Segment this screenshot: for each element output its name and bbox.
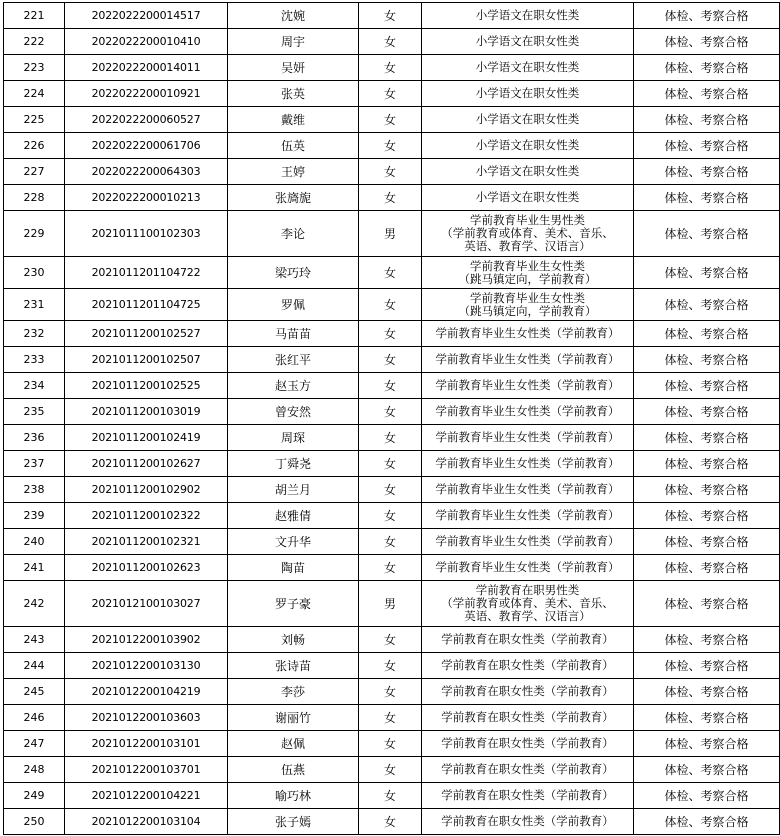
cell-number: 250: [4, 809, 65, 835]
table-row: [4, 451, 780, 477]
cell-result: 体检、考察合格: [634, 451, 780, 477]
cell-name: 罗子豪: [228, 581, 359, 627]
cell-number: 247: [4, 731, 65, 757]
cell-result: 体检、考察合格: [634, 529, 780, 555]
table-row: [4, 529, 780, 555]
cell-result: 体检、考察合格: [634, 399, 780, 425]
category-line: 英语、教育学、汉语言）: [464, 239, 591, 253]
cell-result: 体检、考察合格: [634, 373, 780, 399]
cell-category: [422, 581, 634, 627]
cell-category: [422, 257, 634, 289]
category-line: 学前教育毕业生男性类: [470, 213, 585, 227]
cell-name: 伍燕: [228, 757, 359, 783]
cell-exam-id: 2021011201104722: [65, 257, 228, 289]
cell-sex: 女: [359, 257, 422, 289]
cell-category: [422, 211, 634, 257]
category-line: 学前教育毕业生女性类（学前教育）: [435, 560, 620, 574]
cell-result: 体检、考察合格: [634, 211, 780, 257]
cell-exam-id: 2021011200103019: [65, 399, 228, 425]
cell-category: [422, 81, 634, 107]
cell-number: 230: [4, 257, 65, 289]
cell-category: [422, 29, 634, 55]
category-line: 学前教育毕业生女性类: [470, 290, 585, 305]
cell-result: 体检、考察合格: [634, 3, 780, 29]
category-line: 学前教育毕业生女性类（学前教育）: [435, 430, 620, 444]
cell-exam-id: 2022022200064303: [65, 159, 228, 185]
cell-sex: 女: [359, 399, 422, 425]
cell-result: 体检、考察合格: [634, 809, 780, 835]
table-row: [4, 627, 780, 653]
cell-result: 体检、考察合格: [634, 133, 780, 159]
cell-result: 体检、考察合格: [634, 159, 780, 185]
cell-exam-id: 2021011200102322: [65, 503, 228, 529]
cell-result: 体检、考察合格: [634, 257, 780, 289]
cell-result: 体检、考察合格: [634, 757, 780, 783]
category-line: 学前教育毕业生女性类（学前教育）: [435, 508, 620, 522]
table-row: [4, 81, 780, 107]
cell-name: 陶苗: [228, 555, 359, 581]
cell-number: 221: [4, 3, 65, 29]
cell-sex: 女: [359, 731, 422, 757]
category-line: 学前教育在职女性类（学前教育）: [441, 762, 614, 776]
cell-result: 体检、考察合格: [634, 627, 780, 653]
category-line: 学前教育毕业生女性类（学前教育）: [435, 404, 620, 418]
category-line: 学前教育在职女性类（学前教育）: [441, 788, 614, 802]
cell-category: [422, 55, 634, 81]
cell-exam-id: 2021012200103101: [65, 731, 228, 757]
cell-exam-id: 2021011200102525: [65, 373, 228, 399]
cell-sex: 女: [359, 289, 422, 321]
table-row: [4, 783, 780, 809]
cell-result: 体检、考察合格: [634, 347, 780, 373]
cell-exam-id: 2022022200010410: [65, 29, 228, 55]
cell-number: 229: [4, 211, 65, 257]
cell-number: 243: [4, 627, 65, 653]
cell-sex: 女: [359, 783, 422, 809]
cell-result: 体检、考察合格: [634, 653, 780, 679]
cell-name: 张英: [228, 81, 359, 107]
cell-number: 248: [4, 757, 65, 783]
cell-number: 232: [4, 321, 65, 347]
cell-sex: 男: [359, 211, 422, 257]
cell-sex: 女: [359, 425, 422, 451]
cell-category: [422, 731, 634, 757]
cell-number: 242: [4, 581, 65, 627]
cell-exam-id: 2021011200102527: [65, 321, 228, 347]
table-row: [4, 133, 780, 159]
cell-name: 张子嫣: [228, 809, 359, 835]
cell-name: 谢丽竹: [228, 705, 359, 731]
cell-exam-id: 2021012200104219: [65, 679, 228, 705]
cell-category: [422, 185, 634, 211]
cell-exam-id: 2022022200010921: [65, 81, 228, 107]
cell-number: 241: [4, 555, 65, 581]
category-line: 小学语文在职女性类: [475, 60, 580, 74]
cell-sex: 女: [359, 477, 422, 503]
cell-exam-id: 2021012200103701: [65, 757, 228, 783]
cell-number: 246: [4, 705, 65, 731]
cell-sex: 女: [359, 133, 422, 159]
cell-sex: 女: [359, 55, 422, 81]
category-line: 学前教育毕业生女性类（学前教育）: [435, 378, 620, 392]
cell-number: 239: [4, 503, 65, 529]
cell-sex: 女: [359, 757, 422, 783]
cell-name: 文升华: [228, 529, 359, 555]
cell-category: [422, 809, 634, 835]
cell-result: 体检、考察合格: [634, 731, 780, 757]
cell-result: 体检、考察合格: [634, 107, 780, 133]
cell-name: 伍英: [228, 133, 359, 159]
cell-result: 体检、考察合格: [634, 581, 780, 627]
table-body: [4, 3, 780, 835]
cell-result: 体检、考察合格: [634, 289, 780, 321]
table-row: [4, 3, 780, 29]
cell-result: 体检、考察合格: [634, 555, 780, 581]
cell-name: 赵玉方: [228, 373, 359, 399]
cell-sex: 女: [359, 653, 422, 679]
category-line: 英语、教育学、汉语言）: [464, 609, 591, 623]
cell-exam-id: 2022022200060527: [65, 107, 228, 133]
cell-exam-id: 2021012200104221: [65, 783, 228, 809]
cell-name: 王婷: [228, 159, 359, 185]
table-row: [4, 581, 780, 627]
table-row: [4, 321, 780, 347]
category-line: 学前教育在职女性类（学前教育）: [441, 736, 614, 750]
cell-number: 249: [4, 783, 65, 809]
category-line: 学前教育在职女性类（学前教育）: [441, 684, 614, 698]
category-line: 学前教育毕业生女性类（学前教育）: [435, 534, 620, 548]
category-line: 学前教育毕业生女性类（学前教育）: [435, 352, 620, 366]
category-line: 学前教育毕业生女性类（学前教育）: [435, 482, 620, 496]
table-row: [4, 679, 780, 705]
table-row: [4, 347, 780, 373]
table-row: [4, 159, 780, 185]
cell-sex: 女: [359, 107, 422, 133]
category-line: （跳马镇定向，学前教育）: [458, 303, 597, 318]
table-row: [4, 555, 780, 581]
cell-name: 周宇: [228, 29, 359, 55]
cell-exam-id: 2021011200102902: [65, 477, 228, 503]
cell-sex: 女: [359, 451, 422, 477]
cell-result: 体检、考察合格: [634, 679, 780, 705]
cell-name: 李论: [228, 211, 359, 257]
cell-result: 体检、考察合格: [634, 705, 780, 731]
cell-category: [422, 783, 634, 809]
cell-sex: 男: [359, 581, 422, 627]
table-row: [4, 185, 780, 211]
cell-exam-id: 2021012100103027: [65, 581, 228, 627]
cell-sex: 女: [359, 29, 422, 55]
cell-number: 223: [4, 55, 65, 81]
cell-category: [422, 289, 634, 321]
cell-result: 体检、考察合格: [634, 321, 780, 347]
cell-category: [422, 373, 634, 399]
table-row: [4, 757, 780, 783]
cell-exam-id: 2021012200103104: [65, 809, 228, 835]
table-row: [4, 55, 780, 81]
cell-category: [422, 451, 634, 477]
cell-category: [422, 133, 634, 159]
category-line: 学前教育在职女性类（学前教育）: [441, 710, 614, 724]
cell-exam-id: 2022022200014011: [65, 55, 228, 81]
table-row: [4, 107, 780, 133]
cell-exam-id: 2022022200061706: [65, 133, 228, 159]
table-row: [4, 257, 780, 289]
cell-name: 曾安然: [228, 399, 359, 425]
table-row: [4, 425, 780, 451]
category-line: 学前教育毕业生女性类（学前教育）: [435, 326, 620, 340]
category-line: 小学语文在职女性类: [475, 8, 580, 22]
cell-name: 张诗苗: [228, 653, 359, 679]
cell-category: [422, 627, 634, 653]
cell-name: 戴维: [228, 107, 359, 133]
cell-exam-id: 2021011200102507: [65, 347, 228, 373]
cell-exam-id: 2021011200102321: [65, 529, 228, 555]
category-line: 学前教育在职女性类（学前教育）: [441, 658, 614, 672]
cell-number: 237: [4, 451, 65, 477]
cell-name: 梁巧玲: [228, 257, 359, 289]
cell-number: 227: [4, 159, 65, 185]
category-line: （学前教育或体育、美术、音乐、: [441, 226, 614, 240]
cell-sex: 女: [359, 159, 422, 185]
table-row: [4, 29, 780, 55]
cell-sex: 女: [359, 321, 422, 347]
cell-number: 226: [4, 133, 65, 159]
cell-exam-id: 2021012200103902: [65, 627, 228, 653]
cell-category: [422, 705, 634, 731]
table-row: [4, 731, 780, 757]
category-line: 学前教育在职男性类: [475, 583, 580, 597]
cell-sex: 女: [359, 555, 422, 581]
cell-number: 233: [4, 347, 65, 373]
cell-number: 234: [4, 373, 65, 399]
cell-name: 张旖旎: [228, 185, 359, 211]
cell-sex: 女: [359, 503, 422, 529]
cell-category: [422, 653, 634, 679]
cell-exam-id: 2021011200102623: [65, 555, 228, 581]
cell-category: [422, 477, 634, 503]
cell-category: [422, 425, 634, 451]
table-row: [4, 373, 780, 399]
cell-number: 224: [4, 81, 65, 107]
table-row: [4, 503, 780, 529]
cell-number: 235: [4, 399, 65, 425]
cell-category: [422, 347, 634, 373]
cell-name: 丁舜尧: [228, 451, 359, 477]
cell-category: [422, 555, 634, 581]
cell-number: 228: [4, 185, 65, 211]
cell-number: 231: [4, 289, 65, 321]
cell-sex: 女: [359, 679, 422, 705]
cell-exam-id: 2022022200010213: [65, 185, 228, 211]
table-row: [4, 211, 780, 257]
cell-exam-id: 2021012200103130: [65, 653, 228, 679]
cell-number: 225: [4, 107, 65, 133]
cell-exam-id: 2022022200014517: [65, 3, 228, 29]
cell-category: [422, 159, 634, 185]
cell-number: 245: [4, 679, 65, 705]
cell-name: 马苗苗: [228, 321, 359, 347]
cell-result: 体检、考察合格: [634, 185, 780, 211]
cell-name: 刘畅: [228, 627, 359, 653]
cell-name: 李莎: [228, 679, 359, 705]
cell-category: [422, 3, 634, 29]
cell-number: 222: [4, 29, 65, 55]
category-line: 小学语文在职女性类: [475, 34, 580, 48]
cell-sex: 女: [359, 81, 422, 107]
table-row: [4, 705, 780, 731]
cell-name: 胡兰月: [228, 477, 359, 503]
cell-name: 喻巧林: [228, 783, 359, 809]
cell-name: 沈婉: [228, 3, 359, 29]
cell-category: [422, 107, 634, 133]
cell-sex: 女: [359, 347, 422, 373]
table-row: [4, 399, 780, 425]
category-line: 小学语文在职女性类: [475, 112, 580, 126]
cell-sex: 女: [359, 809, 422, 835]
cell-name: 张红平: [228, 347, 359, 373]
category-line: （学前教育或体育、美术、音乐、: [441, 596, 614, 610]
cell-result: 体检、考察合格: [634, 477, 780, 503]
table-row: [4, 477, 780, 503]
cell-sex: 女: [359, 3, 422, 29]
cell-sex: 女: [359, 627, 422, 653]
category-line: 学前教育毕业生女性类（学前教育）: [435, 456, 620, 470]
cell-number: 240: [4, 529, 65, 555]
category-line: 小学语文在职女性类: [475, 164, 580, 178]
cell-result: 体检、考察合格: [634, 29, 780, 55]
cell-sex: 女: [359, 529, 422, 555]
cell-sex: 女: [359, 185, 422, 211]
cell-name: 赵雅倩: [228, 503, 359, 529]
cell-exam-id: 2021011201104725: [65, 289, 228, 321]
category-line: 小学语文在职女性类: [475, 190, 580, 204]
cell-number: 244: [4, 653, 65, 679]
category-line: 学前教育毕业生女性类: [470, 258, 585, 273]
cell-category: [422, 757, 634, 783]
cell-category: [422, 399, 634, 425]
cell-exam-id: 2021011200102627: [65, 451, 228, 477]
category-line: 小学语文在职女性类: [475, 86, 580, 100]
category-line: 学前教育在职女性类（学前教育）: [441, 632, 614, 646]
cell-number: 236: [4, 425, 65, 451]
cell-result: 体检、考察合格: [634, 425, 780, 451]
cell-exam-id: 2021011200102419: [65, 425, 228, 451]
table-row: [4, 809, 780, 835]
cell-number: 238: [4, 477, 65, 503]
cell-result: 体检、考察合格: [634, 783, 780, 809]
cell-category: [422, 321, 634, 347]
category-line: （跳马镇定向，学前教育）: [458, 271, 597, 286]
cell-result: 体检、考察合格: [634, 503, 780, 529]
cell-name: 吴妍: [228, 55, 359, 81]
cell-category: [422, 679, 634, 705]
cell-category: [422, 529, 634, 555]
category-line: 小学语文在职女性类: [475, 138, 580, 152]
cell-sex: 女: [359, 705, 422, 731]
cell-name: 罗佩: [228, 289, 359, 321]
category-line: 学前教育在职女性类（学前教育）: [441, 814, 614, 828]
cell-sex: 女: [359, 373, 422, 399]
cell-result: 体检、考察合格: [634, 81, 780, 107]
results-table: [3, 2, 780, 835]
table-row: [4, 289, 780, 321]
cell-name: 周琛: [228, 425, 359, 451]
cell-exam-id: 2021012200103603: [65, 705, 228, 731]
cell-name: 赵佩: [228, 731, 359, 757]
table-row: [4, 653, 780, 679]
cell-category: [422, 503, 634, 529]
cell-result: 体检、考察合格: [634, 55, 780, 81]
cell-exam-id: 2021011100102303: [65, 211, 228, 257]
